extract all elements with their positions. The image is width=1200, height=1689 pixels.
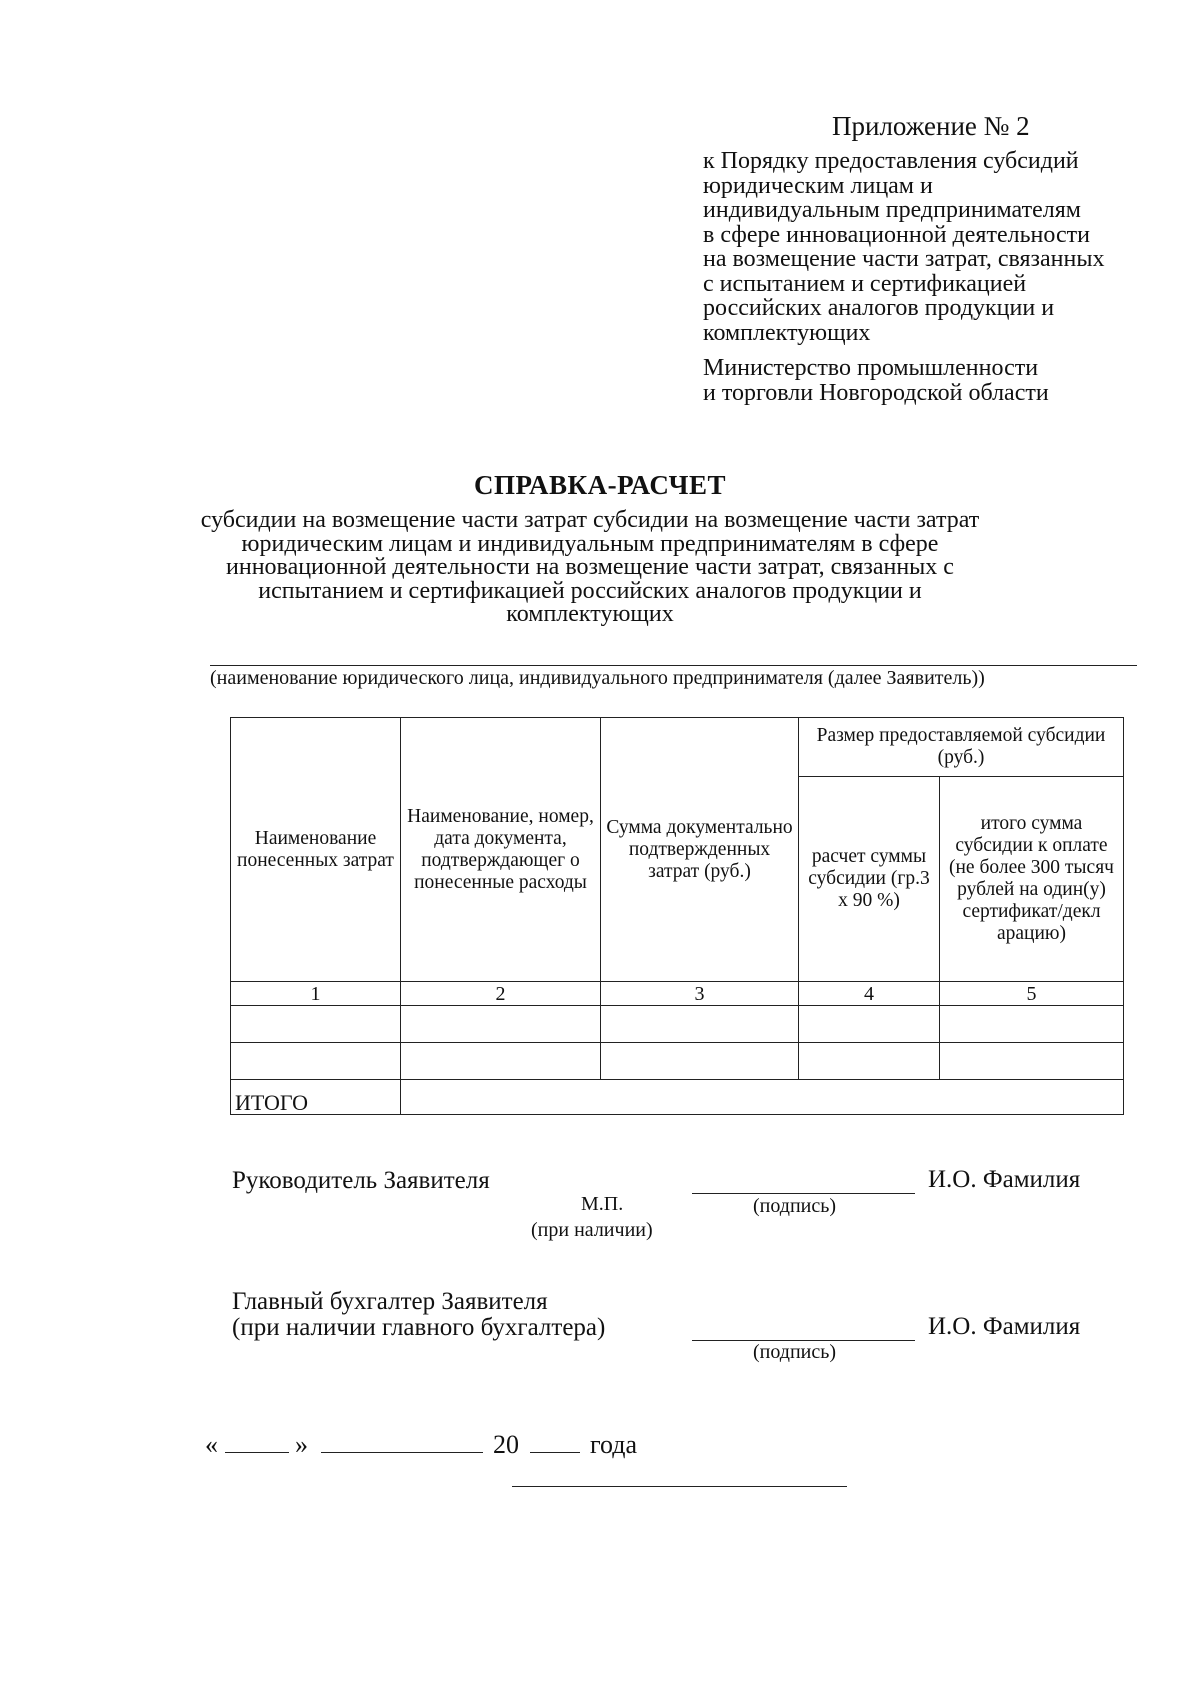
table-cell[interactable] [799,1043,940,1080]
head-role: Руководитель Заявителя [232,1167,490,1194]
table-cell[interactable] [940,1043,1124,1080]
total-value-cell[interactable] [401,1080,1124,1115]
appendix-line: к Порядку предоставления субсидий [703,148,1079,174]
appendix-line: с испытанием и сертификацией [703,270,1027,297]
applicant-name-field[interactable] [210,665,1137,666]
table-cell[interactable] [231,1043,401,1080]
table-cell[interactable] [799,1006,940,1043]
date-row [205,1428,637,1460]
header-subsidy-group: Размер предоставляемой субсидии (руб.) [799,718,1124,777]
accountant-name: И.О. Фамилия [928,1313,1081,1340]
accountant-role-note: (при наличии главного бухгалтера) [232,1314,606,1341]
head-name: И.О. Фамилия [928,1166,1081,1193]
table-cell[interactable] [401,1043,601,1080]
stamp-note: (при наличии) [531,1219,653,1241]
total-label: ИТОГО [231,1080,401,1115]
document-title: СПРАВКА-РАСЧЕТ [474,470,726,500]
date-year-prefix: 20 [493,1430,519,1459]
accountant-role: Главный бухгалтер Заявителя [232,1288,548,1315]
subtitle-line: испытанием и сертификацией российских аналогов продукции и [258,577,922,604]
accountant-signature-caption: (подпись) [753,1341,837,1363]
appendix-reference [703,149,1183,345]
table-cell[interactable] [601,1043,799,1080]
column-number-row [231,982,1124,1006]
stamp-label: М.П. [581,1193,624,1215]
column-number: 3 [601,982,799,1006]
header-cost-name: Наименование понесенных затрат [231,718,401,982]
calculation-table [230,717,1124,1115]
table-cell[interactable] [601,1006,799,1043]
table-cell[interactable] [231,1006,401,1043]
date-year-suffix: года [590,1430,638,1459]
appendix-line: в сфере инновационной деятельности [703,221,1090,248]
appendix-line: юридическим лицам и [703,172,933,199]
column-number: 4 [799,982,940,1006]
appendix-line: комплектующих [703,319,871,346]
subtitle-line: инновационной деятельности на возмещение части затрат, связанных с [226,554,954,580]
head-signature-caption: (подпись) [753,1195,837,1217]
bottom-signature-line[interactable] [512,1486,847,1487]
ministry-line: и торговли Новгородской области [703,379,1049,406]
applicant-name-caption: (наименование юридического лица, индивидуального предпринимателя (далее Заявитель)) [210,667,985,689]
appendix-line: российских аналогов продукции и [703,295,1055,321]
total-row [231,1080,1124,1115]
subtitle-line: комплектующих [506,601,674,627]
header-subsidy-total: итого сумма субсидии к оплате (не более 300 тысяч рублей на один(у) сертификат/декл арацию) [940,777,1124,982]
ministry-line: Министерство промышленности [703,355,1039,381]
ministry-addressee [703,356,1049,405]
appendix-line: на возмещение части затрат, связанных [703,246,1105,272]
date-close-quote: » [295,1430,308,1459]
table-row [231,1006,1124,1043]
document-subtitle [190,509,990,627]
date-month-field[interactable] [321,1428,483,1453]
date-year-field[interactable] [530,1428,580,1453]
header-subsidy-calc: расчет суммы субсидии (гр.3 х 90 %) [799,777,940,982]
table-cell[interactable] [401,1006,601,1043]
subtitle-line: субсидии на возмещение части затрат субсидии на возмещение части затрат [200,507,980,533]
subtitle-line: юридическим лицам и индивидуальным предпринимателям в сфере [241,530,939,557]
head-signature-line[interactable] [692,1193,915,1194]
column-number: 1 [231,982,401,1006]
column-number: 2 [401,982,601,1006]
date-day-field[interactable] [225,1428,289,1453]
appendix-line: индивидуальным предпринимателям [703,197,1081,223]
table-cell[interactable] [940,1006,1124,1043]
header-document: Наименование, номер, дата документа, подтверждающег о понесенные расходы [401,718,601,982]
table-row [231,1043,1124,1080]
date-open-quote: « [205,1430,218,1459]
column-number: 5 [940,982,1124,1006]
appendix-title: Приложение № 2 [832,111,1030,141]
header-confirmed-sum: Сумма документально подтвержденных затрат (руб.) [601,718,799,982]
